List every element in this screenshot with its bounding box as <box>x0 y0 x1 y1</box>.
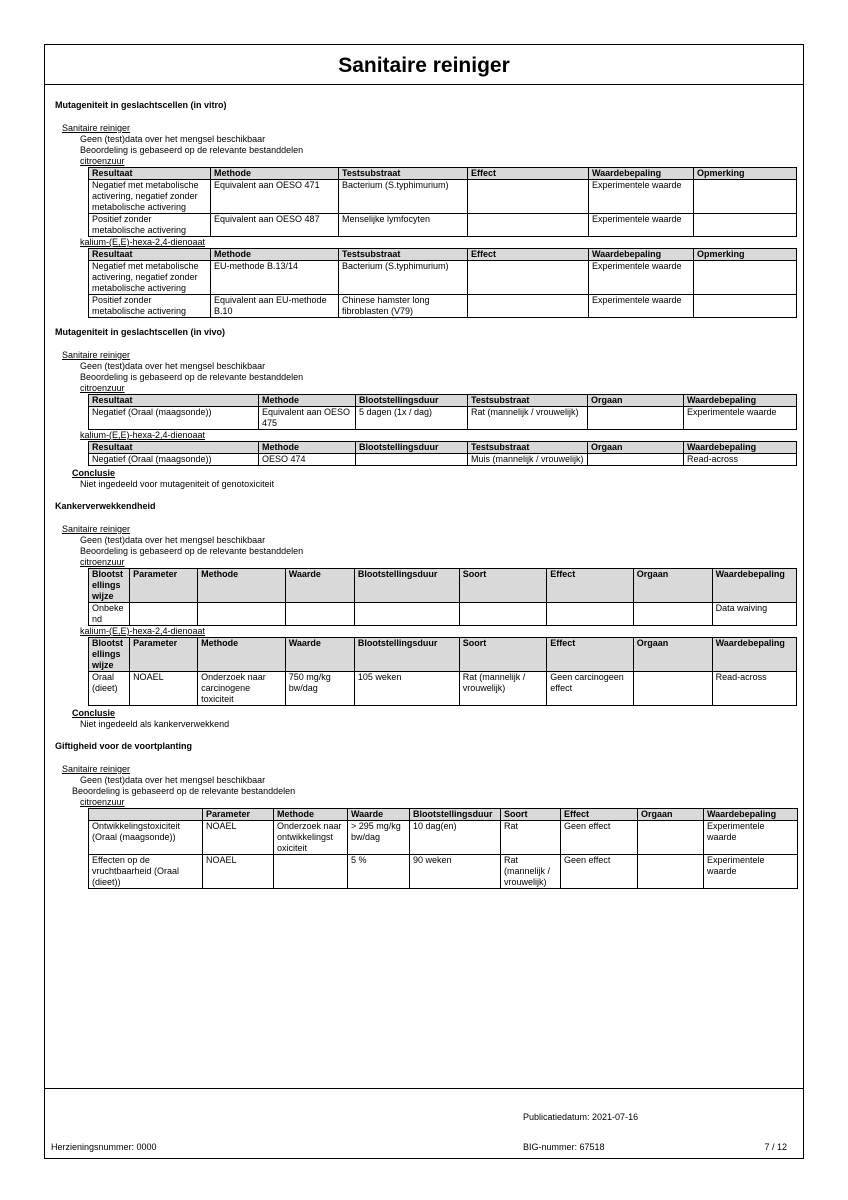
column-header: Soort <box>459 638 547 672</box>
table-cell: Onderzoek naar carcinogene toxiciteit <box>198 672 286 706</box>
column-header: Methode <box>211 168 339 180</box>
product-name: Sanitaire reiniger <box>62 350 131 360</box>
data-table <box>88 167 797 237</box>
table-cell: Data waiving <box>712 603 796 626</box>
column-header: Orgaan <box>588 395 684 407</box>
table-cell: Bacterium (S.typhimurium) <box>339 180 468 214</box>
substance-name: kalium-(E,E)-hexa-2,4-dienoaat <box>80 430 206 440</box>
section-heading: Mutageniteit in geslachtscellen (in vivo) <box>55 327 226 337</box>
table-cell <box>468 295 589 318</box>
data-table <box>88 441 797 466</box>
table-cell: Negatief met metabolische activering, negatief zonder metabolische activering <box>89 180 211 214</box>
table-cell <box>130 603 198 626</box>
table-cell: Oraal (dieet) <box>89 672 130 706</box>
table-cell: Effecten op de vruchtbaarheid (Oraal (dieet)) <box>89 855 203 889</box>
table-cell: Rat (mannelijk / vrouwelijk) <box>468 407 588 430</box>
column-header: Waardebepaling <box>704 809 798 821</box>
column-header: Testsubstraat <box>468 395 588 407</box>
table-cell: Experimentele waarde <box>704 855 798 889</box>
column-header: Blootstellingsduur <box>354 638 459 672</box>
table-cell: 750 mg/kg bw/dag <box>285 672 354 706</box>
data-table <box>88 394 797 430</box>
section-heading: Giftigheid voor de voortplanting <box>55 741 192 751</box>
column-header: Blootstellingsduur <box>356 395 468 407</box>
table-cell: Geen effect <box>561 855 638 889</box>
column-header: Soort <box>501 809 561 821</box>
table-cell <box>588 407 684 430</box>
substance-name: citroenzuur <box>80 557 125 567</box>
section-heading: Mutageniteit in geslachtscellen (in vitro) <box>55 100 227 110</box>
table-cell: 10 dag(en) <box>410 821 501 855</box>
table-row <box>89 672 797 706</box>
column-header: Effect <box>547 638 633 672</box>
table-row <box>89 454 797 466</box>
table-cell: Read-across <box>684 454 797 466</box>
table-cell: Equivalent aan OESO 471 <box>211 180 339 214</box>
table-cell <box>633 672 712 706</box>
table-cell: Rat (mannelijk / vrouwelijk) <box>459 672 547 706</box>
column-header: Opmerking <box>694 249 797 261</box>
column-header: Parameter <box>130 638 198 672</box>
table-cell <box>274 855 348 889</box>
table-row <box>89 261 797 295</box>
column-header: Waardebepaling <box>684 395 797 407</box>
table-cell: > 295 mg/kg bw/dag <box>348 821 410 855</box>
product-name: Sanitaire reiniger <box>62 123 131 133</box>
table-cell: Read-across <box>712 672 796 706</box>
publication-date: Publicatiedatum: 2021-07-16 <box>523 1112 639 1122</box>
table-row <box>89 855 798 889</box>
table-cell: Geen carcinogeen effect <box>547 672 633 706</box>
column-header: Resultaat <box>89 168 211 180</box>
document-page <box>44 44 804 1159</box>
column-header: Orgaan <box>633 638 712 672</box>
column-header: Orgaan <box>588 442 684 454</box>
table-cell <box>459 603 547 626</box>
table-cell: Geen effect <box>561 821 638 855</box>
column-header: Waardebepaling <box>589 168 694 180</box>
table-cell: Bacterium (S.typhimurium) <box>339 261 468 295</box>
column-header: Testsubstraat <box>339 168 468 180</box>
table-cell <box>694 261 797 295</box>
info-line: Beoordeling is gebaseerd op de relevante bestanddelen <box>80 372 304 382</box>
table-cell <box>638 855 704 889</box>
big-number: BIG-nummer: 67518 <box>523 1142 605 1152</box>
table-row <box>89 180 797 214</box>
column-header: Orgaan <box>633 569 712 603</box>
table-row <box>89 407 797 430</box>
table-cell: 90 weken <box>410 855 501 889</box>
table-cell <box>285 603 354 626</box>
page-number: 7 / 12 <box>764 1142 787 1152</box>
conclusion-label: Conclusie <box>72 468 116 478</box>
column-header: Parameter <box>203 809 274 821</box>
table-cell: Experimentele waarde <box>704 821 798 855</box>
table-cell <box>468 261 589 295</box>
column-header: Resultaat <box>89 249 211 261</box>
table-cell: Onderzoek naar ontwikkelingst oxiciteit <box>274 821 348 855</box>
table-cell: Experimentele waarde <box>589 214 694 237</box>
column-header: Resultaat <box>89 395 259 407</box>
conclusion-label: Conclusie <box>72 708 116 718</box>
data-table <box>88 568 797 626</box>
column-header: Opmerking <box>694 168 797 180</box>
product-name: Sanitaire reiniger <box>62 764 131 774</box>
column-header: Waardebepaling <box>712 638 796 672</box>
info-line: Geen (test)data over het mengsel beschikbaar <box>80 134 266 144</box>
column-header: Waardebepaling <box>589 249 694 261</box>
table-header-row <box>89 569 797 603</box>
substance-name: kalium-(E,E)-hexa-2,4-dienoaat <box>80 237 206 247</box>
column-header: Methode <box>198 638 286 672</box>
table-cell: EU-methode B.13/14 <box>211 261 339 295</box>
table-cell: NOAEL <box>203 855 274 889</box>
info-line: Geen (test)data over het mengsel beschikbaar <box>80 535 266 545</box>
data-table <box>88 637 797 706</box>
product-name: Sanitaire reiniger <box>62 524 131 534</box>
table-cell: OESO 474 <box>259 454 356 466</box>
table-cell: Experimentele waarde <box>589 295 694 318</box>
column-header: Methode <box>259 395 356 407</box>
table-cell <box>588 454 684 466</box>
column-header: Resultaat <box>89 442 259 454</box>
column-header: Waarde <box>285 638 354 672</box>
substance-name: citroenzuur <box>80 797 125 807</box>
table-cell: Experimentele waarde <box>589 180 694 214</box>
table-cell: Negatief (Oraal (maagsonde)) <box>89 407 259 430</box>
table-cell: Positief zonder metabolische activering <box>89 214 211 237</box>
column-header: Testsubstraat <box>339 249 468 261</box>
table-header-row <box>89 442 797 454</box>
table-cell: Equivalent aan EU-methode B.10 <box>211 295 339 318</box>
column-header: Parameter <box>130 569 198 603</box>
column-header: Blootstellings wijze <box>89 569 130 603</box>
table-cell <box>638 821 704 855</box>
table-cell <box>694 295 797 318</box>
table-cell: Menselijke lymfocyten <box>339 214 468 237</box>
column-header: Blootstellings wijze <box>89 638 130 672</box>
column-header: Methode <box>259 442 356 454</box>
column-header: Orgaan <box>638 809 704 821</box>
column-header: Methode <box>211 249 339 261</box>
conclusion-text: Niet ingedeeld voor mutageniteit of genotoxiciteit <box>80 479 275 489</box>
table-cell: Equivalent aan OESO 475 <box>259 407 356 430</box>
table-header-row <box>89 809 798 821</box>
table-cell: 105 weken <box>354 672 459 706</box>
substance-name: citroenzuur <box>80 383 125 393</box>
table-cell: NOAEL <box>130 672 198 706</box>
column-header: Methode <box>274 809 348 821</box>
substance-name: citroenzuur <box>80 156 125 166</box>
conclusion-text: Niet ingedeeld als kankerverwekkend <box>80 719 230 729</box>
table-cell: Negatief met metabolische activering, negatief zonder metabolische activering <box>89 261 211 295</box>
table-header-row <box>89 395 797 407</box>
table-row <box>89 821 798 855</box>
table-cell: NOAEL <box>203 821 274 855</box>
column-header: Waarde <box>348 809 410 821</box>
section-heading: Kankerverwekkendheid <box>55 501 156 511</box>
revision-number: Herzieningsnummer: 0000 <box>51 1142 157 1152</box>
table-cell: 5 % <box>348 855 410 889</box>
table-cell <box>694 180 797 214</box>
table-cell <box>468 214 589 237</box>
table-cell: Positief zonder metabolische activering <box>89 295 211 318</box>
column-header: Blootstellingsduur <box>410 809 501 821</box>
column-header: Effect <box>468 168 589 180</box>
table-cell: Experimentele waarde <box>589 261 694 295</box>
column-header: Effect <box>468 249 589 261</box>
table-cell: Muis (mannelijk / vrouwelijk) <box>468 454 588 466</box>
document-title: Sanitaire reiniger <box>45 45 803 85</box>
table-row <box>89 603 797 626</box>
column-header: Effect <box>547 569 633 603</box>
column-header: Soort <box>459 569 547 603</box>
column-header: Effect <box>561 809 638 821</box>
substance-name: kalium-(E,E)-hexa-2,4-dienoaat <box>80 626 206 636</box>
column-header: Methode <box>198 569 286 603</box>
info-line: Geen (test)data over het mengsel beschikbaar <box>80 775 266 785</box>
column-header: Blootstellingsduur <box>354 569 459 603</box>
table-cell: Equivalent aan OESO 487 <box>211 214 339 237</box>
table-row <box>89 214 797 237</box>
table-header-row <box>89 168 797 180</box>
table-header-row <box>89 249 797 261</box>
table-cell <box>198 603 286 626</box>
column-header <box>89 809 203 821</box>
table-header-row <box>89 638 797 672</box>
table-cell: Onbekend <box>89 603 130 626</box>
table-cell: Experimentele waarde <box>684 407 797 430</box>
table-cell <box>633 603 712 626</box>
table-cell <box>356 454 468 466</box>
column-header: Waardebepaling <box>712 569 796 603</box>
column-header: Waarde <box>285 569 354 603</box>
table-cell: Chinese hamster long fibroblasten (V79) <box>339 295 468 318</box>
column-header: Blootstellingsduur <box>356 442 468 454</box>
table-cell <box>547 603 633 626</box>
data-table <box>88 248 797 318</box>
document-content <box>55 97 797 889</box>
column-header: Waardebepaling <box>684 442 797 454</box>
info-line: Geen (test)data over het mengsel beschikbaar <box>80 361 266 371</box>
footer-divider <box>45 1088 803 1089</box>
table-cell: Rat (mannelijk / vrouwelijk) <box>501 855 561 889</box>
info-line: Beoordeling is gebaseerd op de relevante bestanddelen <box>80 145 304 155</box>
info-line: Beoordeling is gebaseerd op de relevante bestanddelen <box>72 786 296 796</box>
info-line: Beoordeling is gebaseerd op de relevante bestanddelen <box>80 546 304 556</box>
table-cell: Negatief (Oraal (maagsonde)) <box>89 454 259 466</box>
table-cell <box>354 603 459 626</box>
table-cell: Rat <box>501 821 561 855</box>
column-header: Testsubstraat <box>468 442 588 454</box>
table-row <box>89 295 797 318</box>
table-cell <box>694 214 797 237</box>
table-cell: Ontwikkelingstoxiciteit (Oraal (maagsonde)) <box>89 821 203 855</box>
table-cell <box>468 180 589 214</box>
table-cell: 5 dagen (1x / dag) <box>356 407 468 430</box>
data-table <box>88 808 798 889</box>
